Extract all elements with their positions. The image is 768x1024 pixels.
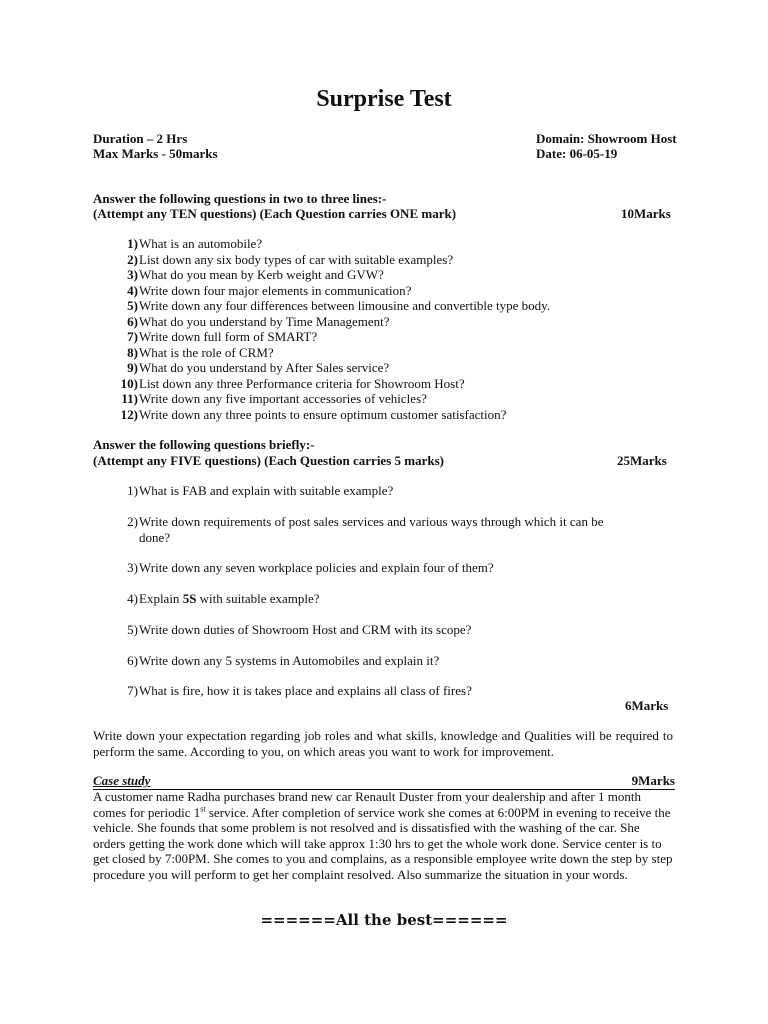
section1-instruction: (Attempt any TEN questions) (Each Question carries ONE mark) — [93, 206, 457, 221]
case-study-text: A customer name Radha purchases brand new car Renault Duster from your dealership and after 1 month comes for periodic 1st service. After completion of service work she comes at 6:00PM in evening to receive the vehicle. She founds that some problem is not resolved and is dissatisfied with the washing of the car. She orders getting the work done which will take approx 1:30 hrs to get the whole work done. Service center is to get closed by 7:00PM. She comes to you and complains, as a responsible employee write down the step by step procedure you will perform to get her complaint resolved. Also summarize the situation in your words. — [93, 789, 673, 882]
page-title: Surprise Test — [316, 86, 452, 112]
bold-term: 5S — [182, 591, 197, 606]
section3-question: Write down your expectation regarding job roles and what skills, knowledge and Qualities will be required to perform the same. According to you, on which areas you want to work for improvement. — [93, 728, 673, 759]
case-study-header — [93, 773, 675, 790]
section1-marks: 10Marks — [621, 206, 671, 221]
closing-message: ======All the best====== — [260, 911, 508, 929]
section2-heading: Answer the following questions briefly:- — [93, 437, 315, 452]
domain: Domain: Showroom Host — [536, 131, 677, 146]
section3-marks: 6Marks — [625, 698, 669, 713]
section2-marks: 25Marks — [617, 453, 667, 468]
exam-page: Surprise Test Duration – 2 Hrs Max Marks - 50marks Domain: Showroom Host Date: 06-05-19 Answer the following questions in two to three lines:- (Attempt any TEN questions) (Each Question carries ONE mark) 10Marks 1) What is an automobile? 2) List down any six body types of car with suitable examples? 3) What do you mean by Kerb weight and GVW? 4) Write down four major elements in communication? 5) Write down any four differences between limousine and convertible type body. 6) What do you understand by Time Management? 7) Write down full form of SMART? 8) What is the role of CRM? 9) What do you understand by After Sales service? 10) List down any three Performance criteria for Showroom Host? 11) Write down any five important accessories of vehicles? 12) Write down any three points to ensure optimum customer satisfaction? Answer the following questions briefly:- (Attempt any FIVE questions) (Each Question carries 5 marks) 25Marks 1) What is FAB and explain with suitable example? 2) Write down requirements of post sales services and various ways through which it can be done? 3) Write down any seven workplace policies and explain four of them? 4) Explain 5S with suitable example? 5) Write down duties of Showroom Host and CRM with its scope? 6) Write down any 5 systems in Automobiles and explain it? 7) What is fire, how it is takes place and explains all class of fires? 6Marks Write down your expectation regarding job roles and what skills, knowledge and Qualities will be required to perform the same. According to you, on which areas you want to work for improvement. Case study 9Marks A customer name Radha purchases brand new car Renault Duster from your dealership and after 1 month comes for periodic 1st service. After completion of service work she comes at 6:00PM in evening to receive the vehicle. She founds that some problem is not resolved and is dissatisfied with the washing of the car. She orders getting the work done which will take approx 1:30 hrs to get the whole work done. Service center is to get closed by 7:00PM. She comes to you and complains, as a responsible employee write down the step by step procedure you will perform to get her complaint resolved. Also summarize the situation in your words. ======All the best====== — [0, 0, 768, 1024]
max-marks: Max Marks - 50marks — [93, 146, 218, 161]
duration: Duration – 2 Hrs — [93, 131, 188, 146]
section2-instruction: (Attempt any FIVE questions) (Each Question carries 5 marks) — [93, 453, 444, 468]
case-study-label: Case study — [93, 773, 151, 788]
case-study-marks: 9Marks — [631, 773, 675, 788]
date: Date: 06-05-19 — [536, 146, 618, 161]
section1-heading: Answer the following questions in two to three lines:- — [93, 191, 387, 206]
